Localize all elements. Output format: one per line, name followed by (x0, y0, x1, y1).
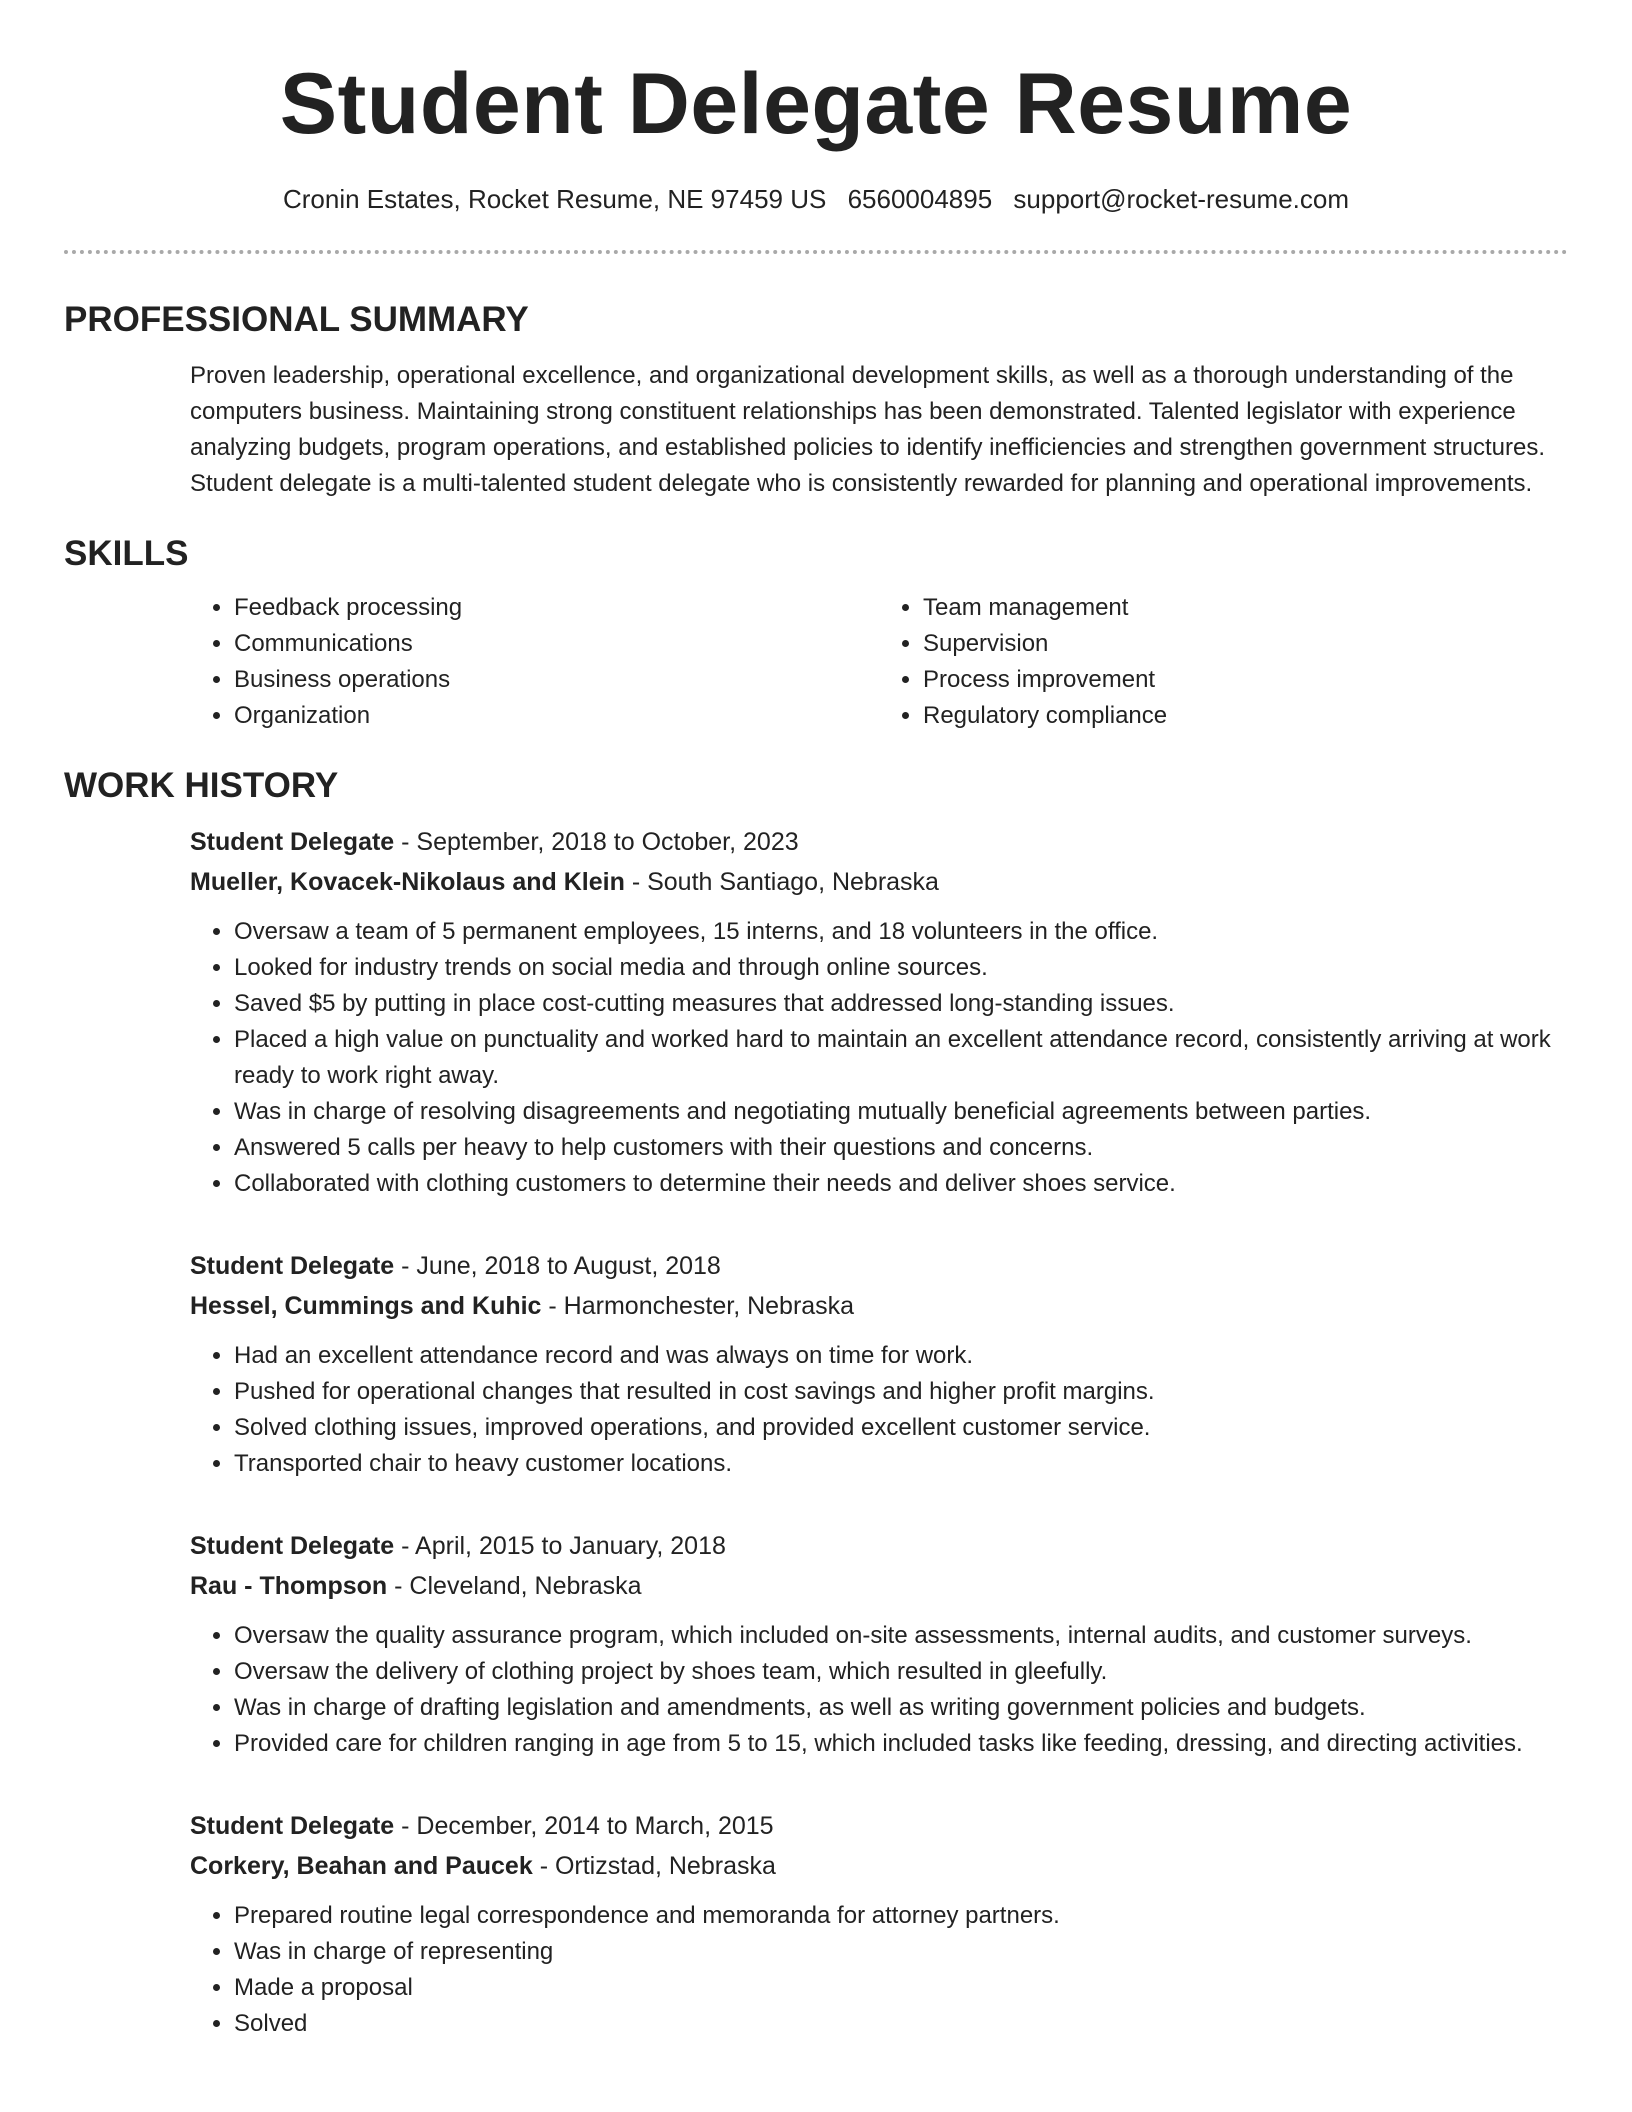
job-bullet: • Was in charge of drafting legislation and amendments, as well as writing government policies and budgets. (234, 1690, 1568, 1726)
job-title: Student Delegate (190, 1532, 395, 1560)
job-bullet: • Answered 5 calls per heavy to help customers with their questions and concerns. (234, 1130, 1568, 1166)
work-history-list (190, 822, 1568, 2042)
job-company: Rau - Thompson (190, 1572, 388, 1600)
job-title: Student Delegate (190, 1812, 395, 1840)
contact-phone: 6560004895 (847, 184, 993, 214)
job-company-line (190, 1286, 1568, 1326)
job-entry (190, 1806, 1568, 2042)
job-bullet: • Oversaw the quality assurance program, which included on-site assessments, internal audits, and customer surveys. (234, 1618, 1568, 1654)
skills-right-list (879, 590, 1568, 734)
job-bullets (190, 1898, 1568, 2042)
skill-item: • Team management (923, 590, 1568, 626)
skills-left-list (190, 590, 879, 734)
job-company: Corkery, Beahan and Paucek (190, 1852, 533, 1880)
job-title: Student Delegate (190, 828, 395, 856)
job-title: Student Delegate (190, 1252, 395, 1280)
job-bullet: • Solved (234, 2006, 1568, 2042)
contact-address: Cronin Estates, Rocket Resume, NE 97459 US (282, 184, 827, 214)
header-divider (64, 250, 1568, 254)
skill-item: • Organization (234, 698, 879, 734)
job-location: - Cleveland, Nebraska (387, 1572, 642, 1600)
job-company-line (190, 862, 1568, 902)
job-location: - Ortizstad, Nebraska (532, 1852, 776, 1880)
summary-text: Proven leadership, operational excellence, and organizational development skills, as well as a thorough understanding of the computers business. Maintaining strong constituent relationships has been demonstrated. Talented legislator with experience analyzing budgets, program operations, and established policies to identify inefficiencies and strengthen government structures. Student delegate is a multi-talented student delegate who is consistently rewarded for planning and operational improvements. (190, 362, 1546, 497)
job-bullet: • Made a proposal (234, 1970, 1568, 2006)
job-title-line (190, 1806, 1568, 1846)
job-entry (190, 822, 1568, 1202)
job-bullet: • Was in charge of representing (234, 1934, 1568, 1970)
job-title-line (190, 1246, 1568, 1286)
job-bullet: • Transported chair to heavy customer locations. (234, 1446, 1568, 1482)
job-bullet: • Solved clothing issues, improved operations, and provided excellent customer service. (234, 1410, 1568, 1446)
job-company: Mueller, Kovacek-Nikolaus and Klein (190, 868, 625, 896)
job-company-line (190, 1566, 1568, 1606)
skill-item: • Feedback processing (234, 590, 879, 626)
contact-email: support@rocket-resume.com (1013, 184, 1350, 214)
job-entry (190, 1526, 1568, 1762)
job-location: - South Santiago, Nebraska (624, 868, 939, 896)
job-dates: - April, 2015 to January, 2018 (394, 1532, 726, 1560)
skill-item: • Communications (234, 626, 879, 662)
skill-item: • Process improvement (923, 662, 1568, 698)
job-bullet: • Had an excellent attendance record and was always on time for work. (234, 1338, 1568, 1374)
skills-grid (190, 590, 1568, 734)
work-history-heading: WORK HISTORY (64, 766, 339, 805)
job-bullets (190, 914, 1568, 1202)
job-bullet: • Oversaw the delivery of clothing project by shoes team, which resulted in gleefully. (234, 1654, 1568, 1690)
job-location: - Harmonchester, Nebraska (541, 1292, 855, 1320)
job-bullet: • Saved $5 by putting in place cost-cutting measures that addressed long-standing issues. (234, 986, 1568, 1022)
job-title-line (190, 1526, 1568, 1566)
job-bullet: • Oversaw a team of 5 permanent employees, 15 interns, and 18 volunteers in the office. (234, 914, 1568, 950)
skills-heading: SKILLS (64, 534, 189, 573)
job-bullets (190, 1618, 1568, 1762)
skill-item: • Business operations (234, 662, 879, 698)
job-entry (190, 1246, 1568, 1482)
job-bullet: • Provided care for children ranging in age from 5 to 15, which included tasks like feeding, dressing, and directing activities. (234, 1726, 1568, 1762)
resume-title: Student Delegate Resume (279, 56, 1353, 152)
job-bullet: • Was in charge of resolving disagreements and negotiating mutually beneficial agreements between parties. (234, 1094, 1568, 1130)
skill-item: • Supervision (923, 626, 1568, 662)
job-title-line (190, 822, 1568, 862)
job-bullets (190, 1338, 1568, 1482)
job-dates: - June, 2018 to August, 2018 (394, 1252, 721, 1280)
job-dates: - September, 2018 to October, 2023 (394, 828, 799, 856)
skill-item: • Regulatory compliance (923, 698, 1568, 734)
job-bullet: • Looked for industry trends on social media and through online sources. (234, 950, 1568, 986)
contact-line (64, 182, 1568, 216)
job-bullet: • Prepared routine legal correspondence and memoranda for attorney partners. (234, 1898, 1568, 1934)
job-bullet: • Pushed for operational changes that resulted in cost savings and higher profit margins. (234, 1374, 1568, 1410)
job-bullet: • Placed a high value on punctuality and worked hard to maintain an excellent attendance record, consistently arriving at work ready to work right away. (234, 1022, 1568, 1094)
job-company-line (190, 1846, 1568, 1886)
job-dates: - December, 2014 to March, 2015 (394, 1812, 774, 1840)
summary-heading: PROFESSIONAL SUMMARY (64, 300, 529, 339)
job-bullet: • Collaborated with clothing customers to determine their needs and deliver shoes service. (234, 1166, 1568, 1202)
job-company: Hessel, Cummings and Kuhic (190, 1292, 542, 1320)
